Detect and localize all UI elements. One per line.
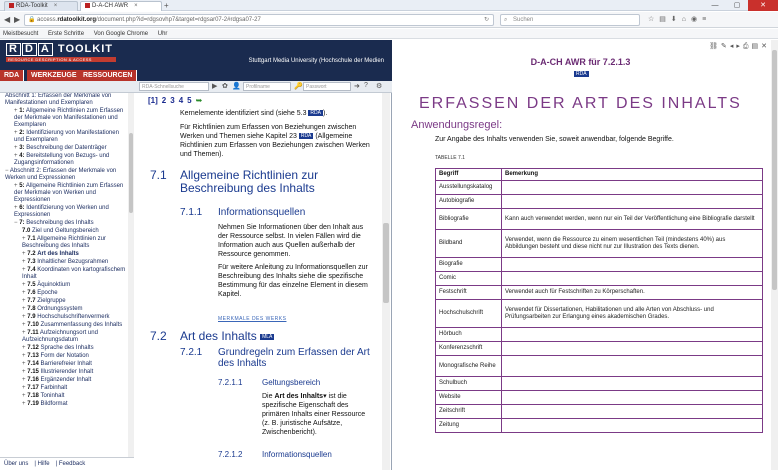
toc-item-label: Bildformat xyxy=(40,401,68,407)
help-icon[interactable]: ? xyxy=(364,82,368,89)
toc-item-label: Epoche xyxy=(37,290,58,296)
table-caption: TABELLE 7.1 xyxy=(435,155,465,161)
browser-search-input[interactable]: ⌕ Suchen xyxy=(500,14,640,26)
login-icon[interactable]: ➜ xyxy=(354,83,360,90)
toc-item-number: 7.13 xyxy=(27,353,39,359)
toc-item-number: 7.0 xyxy=(22,228,31,234)
table-row xyxy=(436,391,763,405)
expand-icon[interactable]: + xyxy=(22,385,26,391)
toc-item-label: Abschnitt 2: Erfassen der Merkmale von Werken und Expressionen xyxy=(5,168,117,181)
reader-icon[interactable]: ▤ xyxy=(659,16,671,23)
term-cell: Zeitschrift xyxy=(436,405,502,419)
toc-item-label: Aufzeichnungsort und Aufzeichnungsdatum xyxy=(22,330,98,343)
toc-item[interactable] xyxy=(0,251,133,258)
rda-toolrow xyxy=(0,81,392,93)
toc-item[interactable] xyxy=(0,330,133,344)
toc-item[interactable] xyxy=(0,377,133,384)
print-icon[interactable]: ⎙ xyxy=(742,43,752,50)
prev-icon[interactable]: ◂ xyxy=(729,43,737,50)
rule-intro: Zur Angabe des Inhalts verwenden Sie, soweit anwendbar, folgende Begriffe. xyxy=(435,136,674,143)
toc-item-label: Zusammenfassung des Inhalts xyxy=(40,322,123,328)
close-tab-icon[interactable]: × xyxy=(134,3,138,10)
toc-item[interactable] xyxy=(0,205,133,219)
toc-item[interactable] xyxy=(0,130,133,144)
toc-item-number: 7.7 xyxy=(27,298,36,304)
forward-icon[interactable]: ▶ xyxy=(14,15,21,24)
note-cell xyxy=(502,405,763,419)
dach-pane xyxy=(393,40,778,470)
toc-item-label: Äquinoktium xyxy=(37,282,71,288)
toc-item-number: 7.10 xyxy=(27,322,39,328)
toc-item-number: 7.12 xyxy=(27,345,39,351)
table-row xyxy=(436,195,763,209)
toc-item-number: 7.15 xyxy=(27,369,39,375)
download-icon[interactable]: ⬇ xyxy=(670,16,682,23)
user-icon: 👤 xyxy=(232,83,241,90)
rda-link-badge[interactable]: RDA xyxy=(576,71,587,77)
toc-item-label: Art des Inhalts xyxy=(37,251,79,257)
term-cell: Biografie xyxy=(436,258,502,272)
table-row xyxy=(436,356,763,377)
toc-item-label: Toninhalt xyxy=(40,393,65,399)
settings-icon[interactable]: ⚙ xyxy=(376,83,383,90)
footer-link-feedback[interactable]: Feedback xyxy=(58,461,86,467)
toc-item[interactable] xyxy=(0,228,133,235)
close-window-icon[interactable]: ✕ xyxy=(748,0,778,11)
toc-item-number: 7.11 xyxy=(27,330,39,336)
toc-item[interactable] xyxy=(0,183,133,204)
note-cell xyxy=(502,356,763,377)
table-header-row xyxy=(436,169,763,181)
page-5[interactable]: 5 xyxy=(187,96,192,105)
note-cell: Kann auch verwendet werden, wenn nur ein Teil der Veröffentlichung eine Bibliografie darstellt xyxy=(502,209,763,230)
browser-tab-rda-toolkit[interactable]: RDA-Toolkit × xyxy=(4,1,78,11)
expand-icon[interactable]: + xyxy=(22,290,26,296)
term-cell: Hochschulschrift xyxy=(436,300,502,328)
toc-item-number: 6: xyxy=(19,205,25,211)
browser-tab-dach-awr[interactable]: D-A-CH AWR × xyxy=(80,1,162,11)
attributes-of-work-link[interactable]: MERKMALE DES WERKS xyxy=(218,316,287,322)
browser-navbar xyxy=(0,12,778,28)
key-icon: 🔑 xyxy=(294,83,303,90)
table-of-contents xyxy=(0,93,134,458)
bookmark-clock[interactable]: Uhr xyxy=(157,31,168,37)
toc-item-number: 2: xyxy=(19,130,25,136)
term-cell: Festschrift xyxy=(436,286,502,300)
section-title-7-2-1: Grundregeln zum Erfassen der Art des Inhalts xyxy=(218,347,370,369)
term-cell: Bildband xyxy=(436,230,502,258)
term-cell: Hörbuch xyxy=(436,328,502,342)
rda-link-badge[interactable]: RDA xyxy=(310,110,321,117)
table-row xyxy=(436,181,763,195)
toc-scrollbar[interactable] xyxy=(128,93,134,458)
term-cell: Comic xyxy=(436,272,502,286)
bookmarks-bar xyxy=(0,29,778,39)
term-cell: Website xyxy=(436,391,502,405)
section-number-7-2: 7.2 xyxy=(150,329,167,343)
note-cell xyxy=(502,419,763,433)
bookmark-from-chrome[interactable]: Von Google Chrome xyxy=(93,31,149,37)
close-pane-icon[interactable]: ✕ xyxy=(761,43,770,50)
toc-item-label: Sprache des Inhalts xyxy=(40,345,94,351)
toc-item[interactable] xyxy=(0,306,133,313)
expand-icon[interactable]: + xyxy=(22,298,26,304)
page-1[interactable]: [1] xyxy=(148,96,158,105)
rda-link-badge[interactable]: RDA xyxy=(300,133,312,140)
toc-item-number: 7: xyxy=(19,220,25,226)
toc-item[interactable] xyxy=(0,385,133,392)
workflow-icon[interactable]: ▤ xyxy=(751,43,762,50)
toc-item[interactable] xyxy=(0,290,133,297)
password-input[interactable]: Passwort xyxy=(303,82,351,91)
page-selector xyxy=(148,96,206,105)
rda-document xyxy=(140,93,380,470)
note-cell xyxy=(502,258,763,272)
toc-item[interactable] xyxy=(0,267,133,281)
toc-item-number: 1: xyxy=(19,108,25,114)
pocket-icon[interactable]: ◉ xyxy=(691,16,703,23)
section-number-7-2-1-2: 7.2.1.2 xyxy=(218,450,243,459)
tab-werkzeuge[interactable]: WERKZEUGE xyxy=(27,70,82,81)
table-row xyxy=(436,328,763,342)
toc-item-label: Illustrierender Inhalt xyxy=(40,369,94,375)
organization-name: Stuttgart Media University (Hochschule der Medien xyxy=(248,58,384,64)
toc-item-label: Bereitstellung von Bezugs- und Zugangsinformationen xyxy=(14,153,110,166)
rda-tabs xyxy=(0,70,392,81)
note-cell xyxy=(502,377,763,391)
browser-toolbar-icons xyxy=(648,15,711,23)
toc-item-number: 7.16 xyxy=(27,377,39,383)
link-icon[interactable]: ⛓ xyxy=(709,43,721,50)
column-header-note: Bemerkung xyxy=(502,169,763,181)
toc-item-number: 7.8 xyxy=(27,306,36,312)
section-title-7-1-1: Informationsquellen xyxy=(218,207,306,218)
home-icon[interactable]: ⌂ xyxy=(681,16,692,23)
term-link[interactable]: Art des Inhalts xyxy=(274,393,324,400)
page-4[interactable]: 4 xyxy=(178,96,184,105)
expand-icon[interactable]: + xyxy=(22,393,26,399)
rda-header xyxy=(0,40,392,70)
toc-item-label: Allgemeine Richtlinien zum Erfassen der Merkmale von Werken und Expressionen xyxy=(14,183,124,203)
toc-item-label: Allgemeine Richtlinien zur Beschreibung des Inhalts xyxy=(22,236,106,249)
relationship-paragraph: Für Richtlinien zum Erfassen von Beziehungen zwischen Werken und Themen siehe Kapitel 23 RDA (Allgemeine Richtlinien zum Erfassen von Beziehungen zwischen Werken und Themen). xyxy=(180,124,370,158)
quick-search-input[interactable]: RDA-Schnellsuche xyxy=(139,82,209,91)
toc-item-number: 4: xyxy=(19,153,25,159)
toc-item[interactable] xyxy=(0,145,133,152)
note-cell xyxy=(502,328,763,342)
toc-item-number: 7.2 xyxy=(27,251,36,257)
toc-item-label: Koordinaten von kartografischem Inhalt xyxy=(22,267,126,280)
next-page-icon[interactable]: ➥ xyxy=(195,96,203,105)
table-row xyxy=(436,286,763,300)
toc-item-number: 5: xyxy=(19,183,25,189)
expand-icon[interactable]: + xyxy=(22,251,26,257)
note-cell xyxy=(502,195,763,209)
dach-scroll-thumb[interactable] xyxy=(772,50,777,290)
term-cell: Zeitung xyxy=(436,419,502,433)
table-row xyxy=(436,258,763,272)
expand-icon[interactable]: + xyxy=(22,330,26,336)
favicon-icon xyxy=(9,3,14,8)
toc-item-label: Identifizierung von Manifestationen und Exemplaren xyxy=(14,130,119,143)
maximize-icon[interactable]: ▢ xyxy=(733,2,741,9)
rda-logo[interactable]: R D A TOOLKIT RESOURCE DESCRIPTION & ACCESS xyxy=(6,43,116,67)
toc-item-number: 7.9 xyxy=(27,314,36,320)
expand-icon[interactable]: + xyxy=(22,322,26,328)
page-3[interactable]: 3 xyxy=(170,96,175,105)
table-row xyxy=(436,342,763,356)
table-row xyxy=(436,377,763,391)
footer-links: Über uns | Hilfe | Feedback xyxy=(0,457,134,470)
next-icon[interactable]: ▸ xyxy=(736,43,743,50)
toc-item-label: Ziel und Geltungsbereich xyxy=(32,228,99,234)
toc-item-label: Abschnitt 1: Erfassen der Merkmale von Manifestationen und Exemplaren xyxy=(5,93,112,106)
section-title-7-2-1-1: Geltungsbereich xyxy=(262,378,321,387)
toc-item[interactable] xyxy=(0,369,133,376)
expand-icon[interactable]: + xyxy=(14,130,18,136)
expand-icon[interactable]: + xyxy=(22,345,26,351)
toc-item[interactable] xyxy=(0,153,133,167)
expand-icon[interactable]: + xyxy=(14,145,18,151)
toc-item[interactable] xyxy=(0,259,133,266)
term-cell: Monografische Reihe xyxy=(436,356,502,377)
section-number-7-1: 7.1 xyxy=(150,168,167,182)
footer-link-help[interactable]: Hilfe xyxy=(37,461,50,467)
toc-item-label: Beschreibung des Inhalts xyxy=(26,220,94,226)
search-icon: ⌕ xyxy=(504,17,508,23)
toc-item[interactable] xyxy=(0,298,133,305)
tab-rda[interactable]: RDA xyxy=(0,70,24,81)
minimize-icon[interactable]: — xyxy=(711,2,719,9)
expand-icon[interactable]: + xyxy=(22,377,26,383)
toc-item-label: Inhaltlicher Bezugsrahmen xyxy=(37,259,109,265)
expand-icon[interactable]: + xyxy=(22,236,26,242)
back-icon[interactable]: ◀ xyxy=(4,15,11,24)
table-row xyxy=(436,419,763,433)
document-scroll-thumb[interactable] xyxy=(383,223,389,303)
expand-icon[interactable]: + xyxy=(22,369,26,375)
expand-icon[interactable]: + xyxy=(14,183,18,189)
section-number-7-1-1: 7.1.1 xyxy=(180,207,203,218)
bookmark-most-visited[interactable]: Meistbesucht xyxy=(3,31,39,37)
rda-toolkit-pane xyxy=(0,40,392,470)
toc-item-number: 7.5 xyxy=(27,282,36,288)
toc-item-label: Form der Notation xyxy=(40,353,89,359)
note-cell xyxy=(502,272,763,286)
expand-icon[interactable]: + xyxy=(22,259,26,265)
bookmark-first-steps[interactable]: Erste Schritte xyxy=(48,31,85,37)
page-title: ERFASSEN DER ART DES INHALTS xyxy=(419,95,742,112)
term-cell: Ausstellungskatalog xyxy=(436,181,502,195)
toc-item-number: 7.4 xyxy=(27,267,36,273)
note-cell xyxy=(502,391,763,405)
intro-paragraph: Kernelemente identifiziert sind (siehe 5.3 RDA ). xyxy=(180,110,328,117)
mla-badge[interactable]: MLA xyxy=(262,333,273,340)
toc-item[interactable] xyxy=(0,345,133,352)
search-options-icon[interactable]: ✿ xyxy=(222,83,228,90)
toc-item[interactable] xyxy=(0,393,133,400)
paragraph-7-1-1-b: Für weitere Anleitung zu Informationsquellen zur Beschreibung des Inhalts siehe die spezifische Bestimmung für das einzelne Element in diesem Kapitel. xyxy=(218,264,368,298)
table-row xyxy=(436,300,763,328)
toc-item[interactable] xyxy=(0,220,133,227)
expand-icon[interactable]: + xyxy=(22,401,26,407)
toc-item-number: 7.6 xyxy=(27,290,36,296)
collapse-icon[interactable]: − xyxy=(5,168,9,174)
section-title-7-1: Allgemeine Richtlinien zur Beschreibung des Inhalts xyxy=(180,168,319,195)
expand-icon[interactable]: + xyxy=(14,108,18,114)
note-cell xyxy=(502,342,763,356)
favicon-icon xyxy=(85,3,90,8)
paragraph-7-2-1-1: Die Art des Inhalts▾ ist die spezifische Eigenschaft des primären Inhalts einer Ressource (z. B. juristische Aufsätze, Zwischenbericht). xyxy=(262,393,366,436)
expand-icon[interactable]: + xyxy=(22,267,26,273)
note-cell: Verwendet für Dissertationen, Habilitationen und alle Arten von Abschluss- und Prüfungsarbeiten zur Erlangung eines akademischen Grades. xyxy=(502,300,763,328)
toc-item-number: 7.19 xyxy=(27,401,39,407)
term-cell: Schulbuch xyxy=(436,377,502,391)
table-row xyxy=(436,405,763,419)
toc-item-label: Zielgruppe xyxy=(37,298,66,304)
expand-icon[interactable]: + xyxy=(14,153,18,159)
note-cell: Verwendet, wenn die Ressource zu einem wesentlichen Teil (mindestens 40%) aus Abbildungen besteht und diese nicht nur zur Illustration des Texts dienen. xyxy=(502,230,763,258)
toc-item-label: Beschreibung der Datenträger xyxy=(26,145,107,151)
terms-table xyxy=(435,168,763,433)
table-row xyxy=(436,230,763,258)
toc-item-number: 7.17 xyxy=(27,385,39,391)
toc-item-label: Identifizierung von Werken und Expressionen xyxy=(14,205,109,218)
page-2[interactable]: 2 xyxy=(161,96,167,105)
tab-ressourcen[interactable]: RESSOURCEN xyxy=(79,70,137,81)
toc-item[interactable] xyxy=(0,93,133,107)
expand-icon[interactable]: + xyxy=(14,205,18,211)
toc-item-label: Ordnungssystem xyxy=(37,306,83,312)
section-title-7-2-1-2: Informationsquellen xyxy=(262,450,332,459)
dach-scrollbar[interactable] xyxy=(771,40,778,470)
browser-tabbar xyxy=(0,0,778,11)
toc-item-number: 7.18 xyxy=(27,393,39,399)
term-cell: Autobiografie xyxy=(436,195,502,209)
section-title-7-2: Art des Inhalts MLA xyxy=(180,329,273,343)
expand-icon[interactable]: + xyxy=(22,353,26,359)
toc-item-label: Allgemeine Richtlinien zum Erfassen der Merkmale von Manifestationen und Exemplaren xyxy=(14,108,124,128)
footer-link-about[interactable]: Über uns xyxy=(4,461,29,467)
toc-item[interactable] xyxy=(0,168,133,182)
section-number-7-2-1: 7.2.1 xyxy=(180,347,203,358)
lock-icon: 🔒 xyxy=(28,17,36,23)
note-cell xyxy=(502,181,763,195)
menu-icon[interactable]: ≡ xyxy=(702,16,712,23)
toc-item[interactable] xyxy=(0,361,133,368)
close-tab-icon[interactable]: × xyxy=(53,3,58,10)
toc-item[interactable] xyxy=(0,353,133,360)
application-rule-heading: Anwendungsregel: xyxy=(411,119,503,131)
window-controls xyxy=(704,0,778,11)
bookmark-icon[interactable]: ✎ xyxy=(720,43,730,50)
paragraph-7-1-1-a: Nehmen Sie Informationen über den Inhalt aus der Ressource selbst. In vielen Fällen wird die Information auch aus Quellen außerhalb der Ressource genommen. xyxy=(218,224,364,258)
expand-icon[interactable]: + xyxy=(22,314,26,320)
toc-item-number: 7.14 xyxy=(27,361,39,367)
toc-item-number: 3: xyxy=(19,145,25,151)
toc-item[interactable] xyxy=(0,236,133,250)
term-cell: Bibliografie xyxy=(436,209,502,230)
term-cell: Konferenzschrift xyxy=(436,342,502,356)
url-bar[interactable]: 🔒 access.rdatoolkit.org/document.php?id=rdgsovhp7&target=rdgsar07-2#rdgsa07-27 ↻ xyxy=(24,14,494,26)
column-header-term: Begriff xyxy=(436,169,502,181)
search-go-icon[interactable]: ▶ xyxy=(212,83,218,90)
toc-item-label: Ergänzender Inhalt xyxy=(40,377,92,383)
star-icon[interactable]: ☆ xyxy=(648,16,660,23)
toc-item[interactable] xyxy=(0,322,133,329)
toc-item-label: Farbinhalt xyxy=(40,385,68,391)
toc-item-number: 7.1 xyxy=(27,236,36,242)
expand-icon[interactable]: + xyxy=(22,282,26,288)
toc-item-label: Barrierefreier Inhalt xyxy=(40,361,92,367)
expand-icon[interactable]: + xyxy=(22,306,26,312)
expand-icon[interactable]: + xyxy=(22,361,26,367)
new-tab-button[interactable]: + xyxy=(164,1,169,10)
reload-icon[interactable]: ↻ xyxy=(483,17,489,23)
profile-name-input[interactable]: Profilname xyxy=(243,82,291,91)
dach-title: D-A-CH AWR für 7.2.1.3 xyxy=(530,57,631,67)
dach-toolbar xyxy=(709,42,770,51)
section-number-7-2-1-1: 7.2.1.1 xyxy=(218,378,243,387)
toc-item[interactable] xyxy=(0,282,133,289)
document-scrollbar[interactable] xyxy=(382,93,390,470)
table-row xyxy=(436,209,763,230)
toc-item[interactable] xyxy=(0,108,133,129)
toc-scroll-thumb[interactable] xyxy=(129,133,133,213)
toc-item-label: Hochschulschriftenvermerk xyxy=(37,314,110,320)
note-cell: Verwendet auch für Festschriften zu Körperschaften. xyxy=(502,286,763,300)
toc-item-number: 7.3 xyxy=(27,259,36,265)
table-row xyxy=(436,272,763,286)
toc-item[interactable] xyxy=(0,314,133,321)
toc-item[interactable] xyxy=(0,401,133,408)
collapse-icon[interactable]: − xyxy=(14,220,18,226)
